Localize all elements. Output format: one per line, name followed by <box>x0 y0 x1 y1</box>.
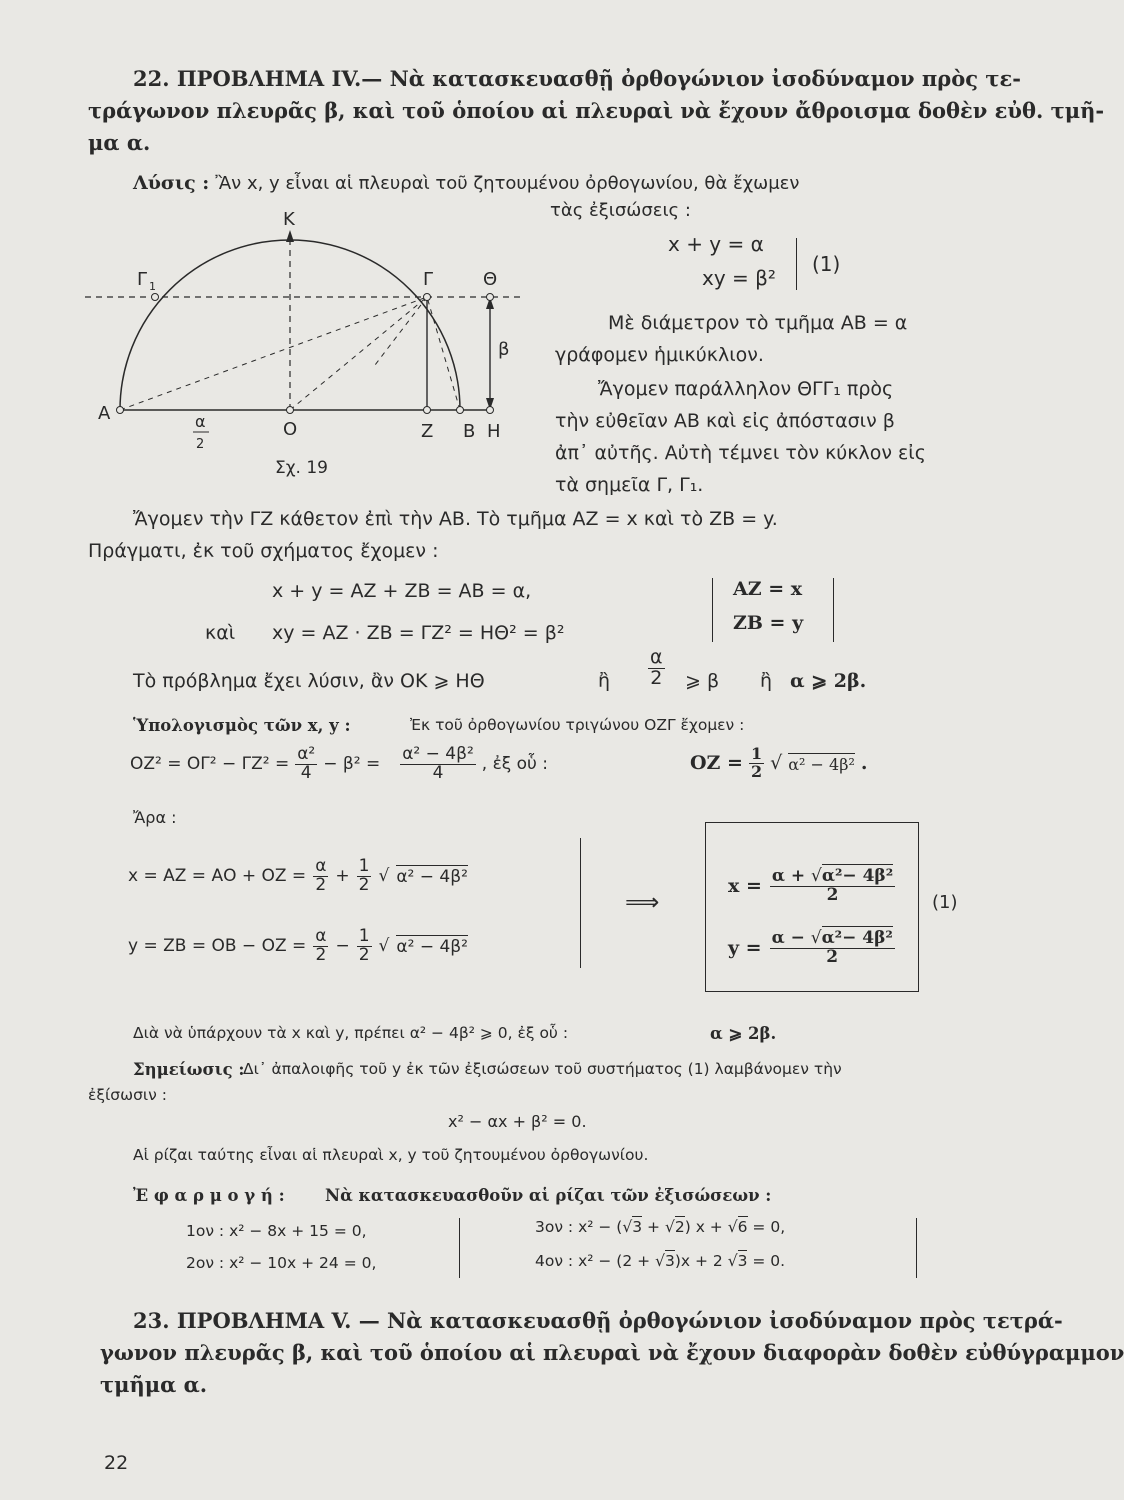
app-eq3-r3: 6 <box>737 1218 748 1236</box>
box-x <box>728 868 895 905</box>
ara: Ἄρα : <box>133 808 177 827</box>
box-x-lhs: x = <box>728 875 762 898</box>
app-eq3 <box>535 1218 785 1236</box>
calc-label: Ὑπολογισμὸς τῶν x, y : <box>133 716 351 735</box>
problem22-line3: μα α. <box>88 130 151 155</box>
condition-frac-den: 2 <box>650 666 663 689</box>
system1-r1: ΑΖ = x <box>733 578 803 600</box>
condition-text: Τὸ πρόβλημα ἔχει λύσιν, ἂν ΟΚ ⩾ ΗΘ <box>133 670 485 692</box>
oz-f1-num: α² <box>297 744 316 764</box>
y-lhs: y = ΖΒ = ΟΒ − ΟΖ = <box>128 936 307 957</box>
app-eq3-sqrt2: √ <box>664 1218 675 1236</box>
oz-minus-beta: − β² = <box>323 754 381 775</box>
box-y-den: 2 <box>826 946 839 967</box>
app-eq2: 2ον : x² − 10x + 24 = 0, <box>186 1254 377 1272</box>
note-label: Σημείωσις : <box>133 1060 245 1079</box>
box-x-rad: α²− 4β² <box>821 866 894 886</box>
y-two2: 2 <box>358 944 370 965</box>
system-brace <box>796 238 799 290</box>
x-one: 1 <box>358 856 370 876</box>
y-a: α <box>315 926 327 946</box>
app-eq3-plus: + <box>642 1218 665 1236</box>
x-sqrt-sign: √ <box>378 866 390 887</box>
exist-bold: α ⩾ 2β. <box>710 1024 777 1043</box>
label-Theta: Θ <box>483 269 498 290</box>
label-G1-sub: 1 <box>149 280 156 293</box>
system1-r2: ΖΒ = y <box>733 612 804 634</box>
app-eq4-b: )x + 2 <box>674 1252 728 1270</box>
condition-or2: ἢ <box>760 670 773 692</box>
page-number: 22 <box>104 1452 129 1474</box>
app-eq3-sqrt3: √ <box>727 1218 738 1236</box>
condition-final: α ⩾ 2β. <box>790 670 867 692</box>
y-one: 1 <box>358 926 370 946</box>
exist-text: Διὰ νὰ ὑπάρχουν τὰ x καὶ y, πρέπει α² − 4β² ⩾ 0, ἐξ οὗ : <box>133 1024 569 1042</box>
condition-frac <box>648 648 665 689</box>
figure-semicircle <box>85 205 545 495</box>
y-equation <box>128 928 468 965</box>
box-y-rad: α²− 4β² <box>821 928 893 948</box>
app-eq4-a: 4ον : x² − (2 + <box>535 1252 656 1270</box>
label-G: Γ <box>423 269 434 290</box>
app-brace-left <box>455 1218 460 1278</box>
right-text-3: Ἄγομεν παράλληλον ΘΓΓ₁ πρὸς <box>598 378 894 400</box>
app-eq3-b: ) x + <box>684 1218 728 1236</box>
oz-result-lhs: ΟΖ = <box>690 752 743 775</box>
app-eq4-sqrt2: √ <box>727 1252 738 1270</box>
system1-kai: καὶ <box>205 622 236 644</box>
system1-brace-right <box>833 578 840 642</box>
note-roots: Αἱ ρίζαι ταύτης εἶναι αἱ πλευραὶ x, y τοῦ ζητουμένου ὀρθογωνίου. <box>133 1146 649 1164</box>
label-H: Η <box>487 421 501 442</box>
oz-lhs: ΟΖ² = ΟΓ² − ΓΖ² = <box>130 754 290 775</box>
xy-brace <box>580 838 589 968</box>
app-label: Ἐ φ α ρ μ ο γ ή : <box>133 1186 285 1205</box>
note-eq: x² − αx + β² = 0. <box>448 1112 587 1131</box>
label-O: Ο <box>283 419 298 440</box>
y-sqrt-sign: √ <box>378 936 390 957</box>
label-G1: Γ <box>137 269 148 290</box>
problem23-line3: τμῆμα α. <box>100 1372 208 1397</box>
condition-frac-num: α <box>650 646 663 668</box>
right-text-5: ἀπ᾽ αὐτῆς. Αὐτὴ τέμνει τὸν κύκλον εἰς <box>555 442 926 464</box>
oz-f2-num: α² − 4β² <box>402 744 474 764</box>
solution-intro-row <box>133 172 799 194</box>
right-text-1: Μὲ διάμετρον τὸ τμῆμα ΑΒ = α <box>608 312 908 334</box>
system1-row2: xy = ΑΖ · ΖΒ = ΓΖ² = ΗΘ² = β² <box>272 622 565 644</box>
label-half-den: 2 <box>196 437 205 452</box>
app-text: Νὰ κατασκευασθοῦν αἱ ρίζαι τῶν ἐξισώσεων : <box>325 1186 772 1205</box>
app-eq1: 1ον : x² − 8x + 15 = 0, <box>186 1222 367 1240</box>
x-two: 2 <box>315 874 327 895</box>
y-minus: − <box>335 936 350 957</box>
condition-or1: ἢ <box>598 670 611 692</box>
app-eq3-r1: 3 <box>632 1218 643 1236</box>
system-eqnum: (1) <box>812 252 841 276</box>
box-eqnum: (1) <box>932 892 958 913</box>
app-eq4-r1: 3 <box>664 1252 675 1270</box>
solution-label: Λύσις : <box>133 172 210 194</box>
label-A: Α <box>98 403 111 424</box>
right-text-2: γράφομεν ἡμικύκλιον. <box>555 344 764 366</box>
app-eq3-r2: 2 <box>674 1218 685 1236</box>
box-x-den: 2 <box>826 884 839 905</box>
oz-sqrt-sign: √ <box>770 752 783 775</box>
note-text2: ἐξίσωσιν : <box>88 1086 167 1104</box>
box-x-num: α + <box>771 866 806 886</box>
x-equation <box>128 858 468 895</box>
system1-brace-left <box>712 578 719 642</box>
oz-result <box>690 746 867 781</box>
box-y-num: α − <box>771 928 805 948</box>
x-lhs: x = ΑΖ = ΑΟ + ΟΖ = <box>128 866 307 887</box>
box-x-sqrt-sign: √ <box>811 866 822 886</box>
system-eq2: xy = β² <box>702 266 776 290</box>
solution-intro: Ἂν x, y εἶναι αἱ πλευραὶ τοῦ ζητουμένου ὀρθογωνίου, θὰ ἔχωμεν <box>215 173 800 194</box>
oz-f3-den: 2 <box>750 761 763 781</box>
implies-arrow: ⟹ <box>625 888 660 916</box>
body-2: Πράγματι, ἐκ τοῦ σχήματος ἔχομεν : <box>88 540 439 562</box>
problem23-line1: 23. ΠΡΟΒΛΗΜΑ V. — Νὰ κατασκευασθῇ ὀρθογώνιον ἰσοδύναμον πρὸς τετρά- <box>133 1308 1063 1333</box>
oz-f3-num: 1 <box>750 744 763 763</box>
oz-rad: α² − 4β² <box>788 754 855 774</box>
solution-intro2: τὰς ἐξισώσεις : <box>550 200 691 221</box>
app-eq4-r2: 3 <box>737 1252 748 1270</box>
label-half-num: α <box>195 412 206 431</box>
problem22-line1: 22. ΠΡΟΒΛΗΜΑ IV.— Νὰ κατασκευασθῇ ὀρθογώνιον ἰσοδύναμον πρὸς τε- <box>133 66 1021 91</box>
x-plus: + <box>335 866 350 887</box>
app-eq3-sqrt1: √ <box>622 1218 633 1236</box>
y-rad: α² − 4β² <box>396 937 468 958</box>
label-K: Κ <box>283 209 295 230</box>
box-y-sqrt-sign: √ <box>810 928 822 948</box>
label-B: Β <box>463 421 476 442</box>
y-two: 2 <box>315 944 327 965</box>
right-text-6: τὰ σημεῖα Γ, Γ₁. <box>555 474 704 496</box>
calc-text: Ἐκ τοῦ ὀρθογωνίου τριγώνου ΟΖΓ ἔχομεν : <box>410 716 745 734</box>
app-eq4-c: = 0. <box>747 1252 786 1270</box>
note-text: Δι᾽ ἀπαλοιφῆς τοῦ y ἐκ τῶν ἐξισώσεων τοῦ συστήματος (1) λαμβάνομεν τὴν <box>243 1060 842 1078</box>
oz-f1-den: 4 <box>300 762 312 783</box>
problem22-line2: τράγωνον πλευρᾶς β, καὶ τοῦ ὁποίου αἱ πλευραὶ νὰ ἔχουν ἄθροισμα δοθὲν εὐθ. τμῆ- <box>88 98 1105 123</box>
app-brace-right <box>912 1218 917 1278</box>
x-rad: α² − 4β² <box>396 867 468 888</box>
oz-f2-den: 4 <box>432 762 444 783</box>
label-beta: β <box>498 339 510 360</box>
body-1: Ἄγομεν τὴν ΓΖ κάθετον ἐπὶ τὴν ΑΒ. Τὸ τμῆμα ΑΖ = x καὶ τὸ ΖΒ = y. <box>133 508 778 530</box>
figure-caption: Σχ. 19 <box>275 458 329 478</box>
app-eq3-a: 3ον : x² − ( <box>535 1218 623 1236</box>
label-Z: Ζ <box>421 421 434 442</box>
oz-dot: . <box>860 752 868 775</box>
system1-row1: x + y = ΑΖ + ΖΒ = ΑΒ = α, <box>272 580 532 602</box>
problem23-line2: γωνον πλευρᾶς β, καὶ τοῦ ὁποίου αἱ πλευραὶ νὰ ἔχουν διαφορὰν δοθὲν εὐθύγραμμον <box>100 1340 1124 1365</box>
oz-ex: , ἐξ οὗ : <box>481 754 549 775</box>
right-text-4: τὴν εὐθεῖαν ΑΒ καὶ εἰς ἀπόστασιν β <box>555 410 895 432</box>
system-eq1: x + y = α <box>668 232 764 256</box>
box-y <box>728 930 895 967</box>
box-y-lhs: y = <box>728 937 762 960</box>
condition-ge-b: ⩾ β <box>685 670 720 692</box>
app-eq4-sqrt1: √ <box>655 1252 665 1270</box>
x-a: α <box>315 856 327 876</box>
x-two2: 2 <box>358 874 370 895</box>
app-eq4 <box>535 1252 785 1270</box>
app-eq3-c: = 0, <box>747 1218 786 1236</box>
oz-equation <box>130 746 548 783</box>
